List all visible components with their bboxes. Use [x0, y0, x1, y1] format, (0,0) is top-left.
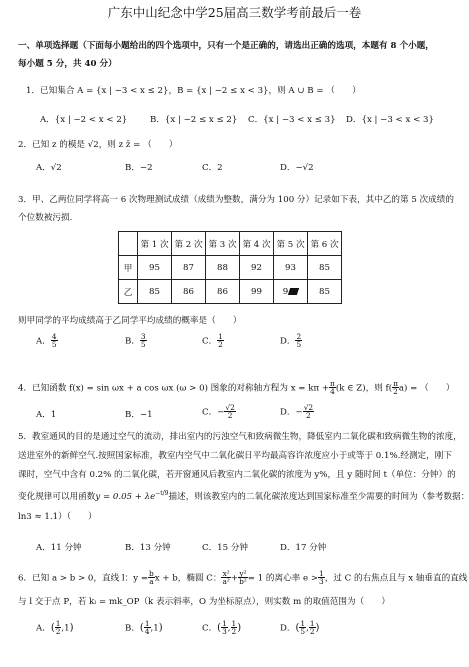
q3-question: 则甲同学的平均成绩高于乙同学平均成绩的概率是（ ） [18, 316, 242, 326]
option-text: 1 [50, 410, 57, 420]
smudged-score: 9 [282, 286, 289, 297]
page-title: 广东中山纪念中学25届高三数学考前最后一卷 [107, 5, 362, 20]
table-cell: 99 [240, 280, 274, 304]
ink-smudge-icon [288, 288, 299, 295]
q6-text: x + b，椭圆 C： [154, 573, 222, 584]
table-cell: 第 3 次 [206, 232, 240, 256]
fraction [217, 333, 224, 349]
fraction [144, 620, 151, 636]
q6-text: 6．已知 a > b > 0，直线 l：y = [18, 573, 149, 584]
table-cell: 85 [138, 280, 172, 304]
q1-option-a: A．{x | −2 < x < 2} [40, 115, 128, 125]
option-label: C．− [202, 407, 225, 418]
fraction-num: 1 [144, 619, 150, 628]
option-label: D． [280, 336, 296, 347]
q3-stem: 3．甲、乙两位同学将高一 6 次物理测试成绩（成绩为整数，满分为 100 分）记录如下表，其中乙的第 5 次成绩的 [18, 195, 454, 205]
fraction-num: 1 [231, 619, 237, 628]
q1-option-b: B．{x | −2 ≤ x ≤ 2} [150, 115, 238, 125]
table-cell: 93 [274, 256, 308, 280]
option-label: A． [36, 623, 51, 634]
q5-option-d: D．17 分钟 [280, 543, 327, 553]
option-label: A． [36, 336, 51, 347]
option-text: −1 [139, 410, 153, 420]
fraction-num: 3 [140, 332, 146, 341]
fraction [303, 404, 314, 420]
q5-formula: y = 0.05 + λe [95, 491, 156, 502]
q1-stem: 1．已知集合 A = {x | −3 < x ≤ 2}，B = {x | −2 ≤ x < 3}，则 A ∪ B = （ ） [26, 86, 361, 96]
fraction-den: 5 [300, 627, 306, 637]
table-cell: 第 2 次 [172, 232, 206, 256]
q2-option-a: A．√2 [36, 163, 62, 173]
option-label: A． [36, 410, 51, 420]
q5-option-b: B．13 分钟 [125, 543, 171, 553]
fraction-num: 1 [218, 332, 223, 341]
option-text: , [227, 623, 231, 634]
q5-line-5: ln3 ≈ 1.1）（ ） [18, 512, 97, 522]
fraction-num: 2 [296, 332, 302, 341]
fraction-den: 2 [393, 387, 398, 397]
fraction-num: π [393, 379, 398, 388]
fraction-den: 3 [319, 577, 324, 587]
table-header-row [119, 232, 342, 256]
option-text: ,1 [150, 623, 159, 634]
q4-stem-part: 4．已知函数 f(x) = sin ωx + a cos ωx (ω > 0) 图象的对称轴方程为 x = kπ + [18, 383, 330, 394]
table-row [119, 256, 342, 280]
fraction-den: a [149, 577, 154, 587]
section-heading: 一、单项选择题（下面每小题给出的四个选项中，只有一个是正确的，请选出正确的选项，本题有 8 个小题， [18, 41, 434, 51]
q3-option-d [280, 333, 302, 349]
fraction-den: 2 [309, 627, 315, 637]
fraction-num: √2 [225, 403, 235, 412]
fraction [238, 570, 248, 586]
fraction [392, 380, 399, 396]
fraction-den: 5 [296, 340, 302, 350]
option-label: B． [125, 410, 140, 420]
q4-option-b [125, 408, 153, 420]
fraction-den: 2 [227, 411, 233, 421]
q6-line-2: 与 l 交于点 P，若 kₗ = mk_OP（k 表示斜率，O 为坐标原点），则实数 m 的取值范围为（ ） [18, 597, 390, 607]
fraction-den: 5 [51, 340, 57, 350]
fraction-den: b² [239, 577, 247, 587]
q4-option-a [36, 408, 56, 420]
q3-option-b [125, 333, 147, 349]
fraction-num: 4 [51, 332, 57, 341]
fraction-num: b [149, 569, 154, 578]
q5-line-2: 送进室外的新鲜空气.按照国家标准，教室内空气中二氧化碳日平均最高容许浓度应小于或等于 0.1%.经测定，刚下 [18, 451, 452, 461]
q4-stem [18, 380, 454, 396]
q5-text: 描述，则该教室内的二氧化碳浓度达到国家标准至少需要的时间为（参考数据： [168, 491, 469, 502]
fraction [329, 380, 336, 396]
fraction-num: y² [239, 569, 247, 578]
q6-text: ，过 C 的右焦点且与 x 轴垂直的直线 [324, 573, 468, 584]
fraction-num: √2 [303, 403, 314, 412]
table-cell: 乙 [119, 280, 138, 304]
q2-stem: 2．已知 z 的模是 √2，则 z z̄ = （ ） [18, 140, 178, 150]
table-cell: 85 [308, 280, 342, 304]
fraction [148, 570, 155, 586]
q1-option-c: C．{x | −3 < x ≤ 3} [248, 115, 336, 125]
fraction [221, 570, 230, 586]
table-cell: 第 4 次 [240, 232, 274, 256]
q1-option-d: D．{x | −3 < x < 3} [346, 115, 434, 125]
table-row [119, 280, 342, 304]
option-label: B． [125, 336, 140, 347]
table-cell: 86 [206, 280, 240, 304]
option-label: D． [280, 407, 296, 418]
fraction-den: 2 [231, 627, 237, 637]
q6-option-a: A．( $\frac{1}{2}$ ,1) [36, 619, 74, 637]
fraction [140, 333, 147, 349]
fraction-num: 1 [300, 619, 306, 628]
fraction-num: 1 [222, 619, 227, 628]
q6-option-b: B．( $\frac{1}{4}$ ,1) [125, 619, 163, 637]
table-cell: 第 6 次 [308, 232, 342, 256]
option-label: B． [125, 623, 140, 634]
table-cell [119, 232, 138, 256]
q4-stem-part: (k ∈ Z)，则 f( [335, 383, 393, 394]
q4-stem-part: a) = （ ） [398, 383, 455, 394]
table-cell-smudged [274, 280, 308, 304]
fraction [309, 620, 316, 636]
scores-table [118, 231, 342, 304]
fraction-den: 2 [55, 627, 61, 637]
q5-text: 变化规律可以用函数 [18, 491, 96, 502]
fraction-den: 4 [144, 627, 150, 637]
option-text: ,1 [61, 623, 70, 634]
table-cell: 85 [308, 256, 342, 280]
table-cell: 95 [138, 256, 172, 280]
table-cell: 86 [172, 280, 206, 304]
fraction-den: 3 [222, 627, 227, 637]
q2-option-d: D．−√2 [280, 163, 314, 173]
q2-option-b: B．−2 [125, 163, 153, 173]
q4-option-c [202, 404, 236, 420]
q6-text: = 1 的离心率 e > [247, 573, 319, 584]
q5-line-3: 课时，空气中含有 0.2% 的二氧化碳，若开窗通风后教室内二氧化碳的浓度为 y%，且 y 随时间 t（单位：分钟）的 [18, 470, 456, 480]
q5-option-c: C．15 分钟 [202, 543, 249, 553]
fraction-den: 4 [330, 387, 335, 397]
q6-option-d: D．( $\frac{1}{5}$ , $\frac{1}{2}$ ) [280, 619, 320, 637]
q6-text: + [230, 573, 239, 584]
table-cell: 87 [172, 256, 206, 280]
fraction [51, 333, 58, 349]
fraction-num: 1 [55, 619, 61, 628]
section-heading-cont: 每小题 5 分，共 40 分） [18, 59, 117, 69]
fraction-num: π [330, 379, 335, 388]
q5-exponent: −t/9 [155, 490, 169, 497]
q2-option-c: C．2 [202, 163, 223, 173]
q5-line-4 [18, 491, 469, 503]
q3-stem-cont: 个位数被污损. [18, 213, 73, 223]
fraction [295, 333, 302, 349]
q3-option-c [202, 333, 224, 349]
table-cell: 第 5 次 [274, 232, 308, 256]
q5-option-a: A．11 分钟 [36, 543, 82, 553]
fraction-num: 1 [309, 619, 315, 628]
q5-line-1: 5．教室通风的目的是通过空气的流动，排出室内的污浊空气和致病微生物，降低室内二氧化碳和致病微生物的浓度， [18, 432, 462, 442]
option-label: D． [280, 623, 296, 634]
fraction-den: a² [222, 577, 230, 587]
table-cell: 甲 [119, 256, 138, 280]
q4-option-d [280, 404, 314, 420]
q6-line-1 [18, 570, 467, 586]
option-label: C． [202, 336, 218, 347]
option-sign: − [295, 407, 303, 418]
table-cell: 第 1 次 [138, 232, 172, 256]
fraction [221, 620, 228, 636]
option-label: C． [202, 623, 218, 634]
fraction-den: 5 [140, 340, 146, 350]
fraction-den: 2 [218, 340, 223, 350]
table-cell: 92 [240, 256, 274, 280]
option-text: , [306, 623, 309, 634]
q3-option-a [36, 333, 58, 349]
fraction [318, 570, 325, 586]
fraction [224, 404, 235, 420]
fraction-num: 1 [319, 569, 324, 578]
q6-option-c: C．( $\frac{1}{3}$ , $\frac{1}{2}$ ) [202, 619, 242, 637]
table-cell: 88 [206, 256, 240, 280]
fraction-num: x² [222, 569, 230, 578]
fraction-den: 2 [306, 411, 311, 421]
